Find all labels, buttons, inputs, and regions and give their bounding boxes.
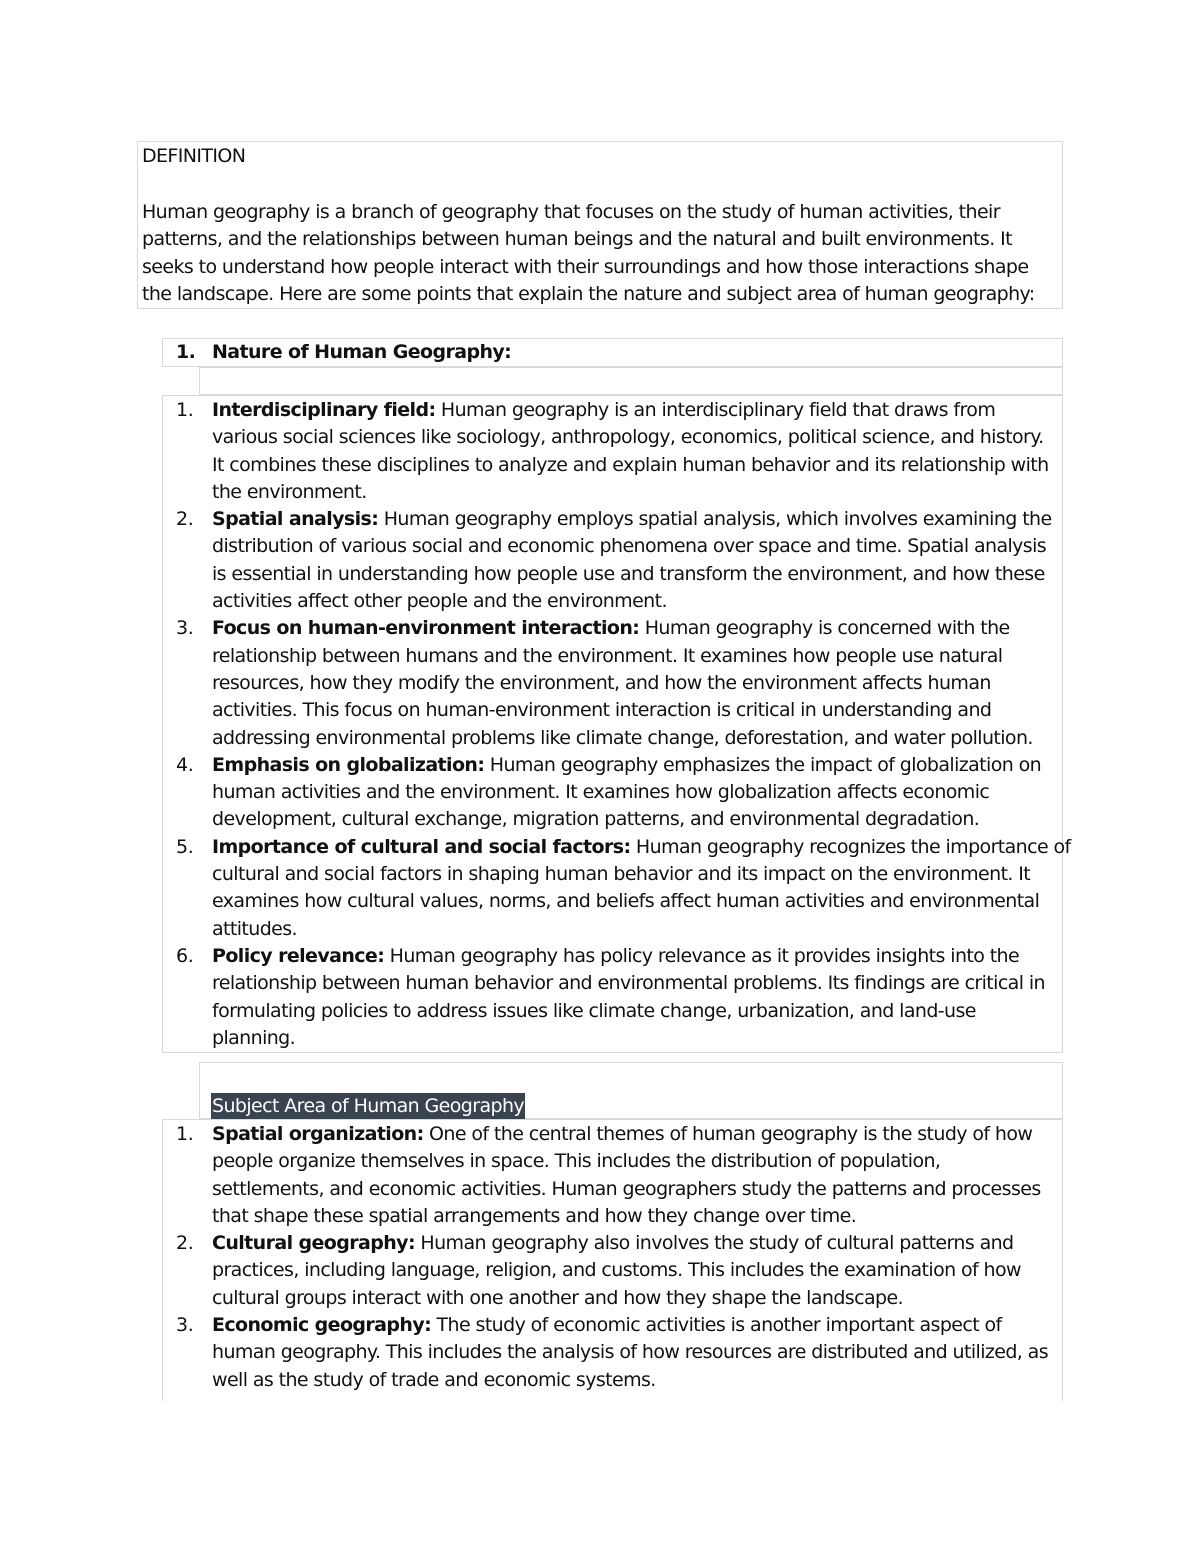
list-line: various social sciences like sociology, anthropology, economics, political science, and history.	[212, 426, 1044, 449]
list-text: Human geography is concerned with the	[639, 617, 1010, 640]
list-item	[176, 1121, 1048, 1230]
list-number: 2.	[176, 508, 194, 531]
nature-list	[176, 397, 1071, 1052]
list-line: distribution of various social and economic phenomena over space and time. Spatial analysis	[212, 535, 1047, 558]
list-item	[176, 943, 1071, 1052]
list-line: relationship between humans and the environment. It examines how people use natural	[212, 644, 1003, 667]
list-item	[176, 1312, 1049, 1394]
list-line	[212, 1230, 1048, 1257]
list-number: 1.	[176, 1123, 194, 1145]
list-line: attitudes.	[212, 917, 298, 940]
list-item	[176, 752, 1071, 834]
definition-paragraph	[142, 199, 1035, 308]
list-line: people organize themselves in space. This includes the distribution of population,	[212, 1150, 941, 1173]
nature-heading: Nature of Human Geography:	[212, 341, 512, 363]
list-number: 1.	[176, 399, 194, 421]
list-text: Human geography has policy relevance as it provides insights into the	[384, 944, 1020, 967]
list-line	[212, 397, 1071, 424]
list-line: practices, including language, religion, and customs. This includes the examination of how	[212, 1259, 1021, 1282]
definition-line: Human geography is a branch of geography that focuses on the study of human activities, their	[142, 201, 1000, 223]
list-line: relationship between human behavior and environmental problems. Its findings are critical in	[212, 972, 1045, 995]
list-number: 6.	[176, 944, 194, 967]
list-text: Human geography is an interdisciplinary field that draws from	[435, 399, 996, 421]
list-line: cultural and social factors in shaping human behavior and its impact on the environment. It	[212, 863, 1031, 886]
list-text: Human geography recognizes the importance of	[630, 835, 1071, 858]
list-line: activities. This focus on human-environment interaction is critical in understanding and	[212, 699, 992, 722]
list-line	[212, 943, 1071, 970]
list-line: examines how cultural values, norms, and beliefs affect human activities and environmental	[212, 890, 1040, 913]
list-term: Policy relevance:	[212, 944, 385, 967]
list-line: human geography. This includes the analysis of how resources are distributed and utilized, as	[212, 1341, 1049, 1364]
list-line: is essential in understanding how people use and transform the environment, and how these	[212, 562, 1045, 585]
list-text: Human geography also involves the study of cultural patterns and	[414, 1232, 1014, 1255]
list-number: 4.	[176, 753, 194, 776]
list-term: Focus on human-environment interaction:	[212, 617, 640, 640]
list-text: Human geography emphasizes the impact of globalization on	[484, 753, 1042, 776]
list-item	[176, 1230, 1048, 1312]
list-line: well as the study of trade and economic systems.	[212, 1368, 656, 1391]
list-item	[176, 506, 1071, 615]
nature-heading-number: 1.	[176, 341, 196, 363]
list-text: The study of economic activities is another important aspect of	[431, 1314, 1002, 1337]
list-number: 2.	[176, 1232, 194, 1255]
list-term: Interdisciplinary field:	[212, 399, 436, 421]
list-number: 3.	[176, 1314, 194, 1337]
subject-heading: Subject Area of Human Geography	[212, 1095, 525, 1117]
list-line	[212, 834, 1071, 861]
definition-line: patterns, and the relationships between human beings and the natural and built environments. It	[142, 228, 1012, 251]
list-number: 3.	[176, 617, 194, 640]
list-item	[176, 615, 1071, 751]
definition-line: seeks to understand how people interact with their surroundings and how those interactions shape	[142, 255, 1029, 278]
list-line	[212, 1312, 1048, 1339]
list-text: One of the central themes of human geography is the study of how	[423, 1123, 1033, 1145]
list-line: It combines these disciplines to analyze and explain human behavior and its relationship with	[212, 453, 1049, 476]
list-line	[212, 1121, 1048, 1148]
list-line: planning.	[212, 1026, 296, 1049]
list-item	[176, 397, 1071, 506]
list-line: addressing environmental problems like climate change, deforestation, and water pollution.	[212, 726, 1033, 749]
subject-list	[176, 1121, 1049, 1394]
list-line: activities affect other people and the environment.	[212, 590, 667, 613]
list-term: Spatial organization:	[212, 1123, 424, 1145]
list-line: settlements, and economic activities. Human geographers study the patterns and processes	[212, 1177, 1041, 1200]
list-term: Economic geography:	[212, 1314, 432, 1337]
definition-title: DEFINITION	[142, 145, 246, 167]
list-line: that shape these spatial arrangements and how they change over time.	[212, 1204, 857, 1227]
list-line: human activities and the environment. It examines how globalization affects economic	[212, 781, 990, 804]
list-number: 5.	[176, 835, 194, 858]
list-line: development, cultural exchange, migration patterns, and environmental degradation.	[212, 808, 980, 831]
list-line	[212, 506, 1071, 533]
list-line: formulating policies to address issues like climate change, urbanization, and land-use	[212, 999, 976, 1022]
list-item	[176, 834, 1071, 943]
list-line: the environment.	[212, 480, 367, 503]
list-term: Cultural geography:	[212, 1232, 415, 1255]
list-term: Importance of cultural and social factors:	[212, 835, 631, 858]
list-line: resources, how they modify the environment, and how the environment affects human	[212, 671, 991, 694]
list-text: Human geography employs spatial analysis, which involves examining the	[378, 508, 1052, 531]
list-line	[212, 615, 1071, 642]
list-line	[212, 752, 1071, 779]
nature-spacer-box	[199, 367, 1063, 395]
list-term: Emphasis on globalization:	[212, 753, 485, 776]
list-line: cultural groups interact with one another and how they shape the landscape.	[212, 1286, 903, 1309]
definition-line: the landscape. Here are some points that explain the nature and subject area of human geography:	[142, 282, 1035, 305]
list-term: Spatial analysis:	[212, 508, 379, 531]
